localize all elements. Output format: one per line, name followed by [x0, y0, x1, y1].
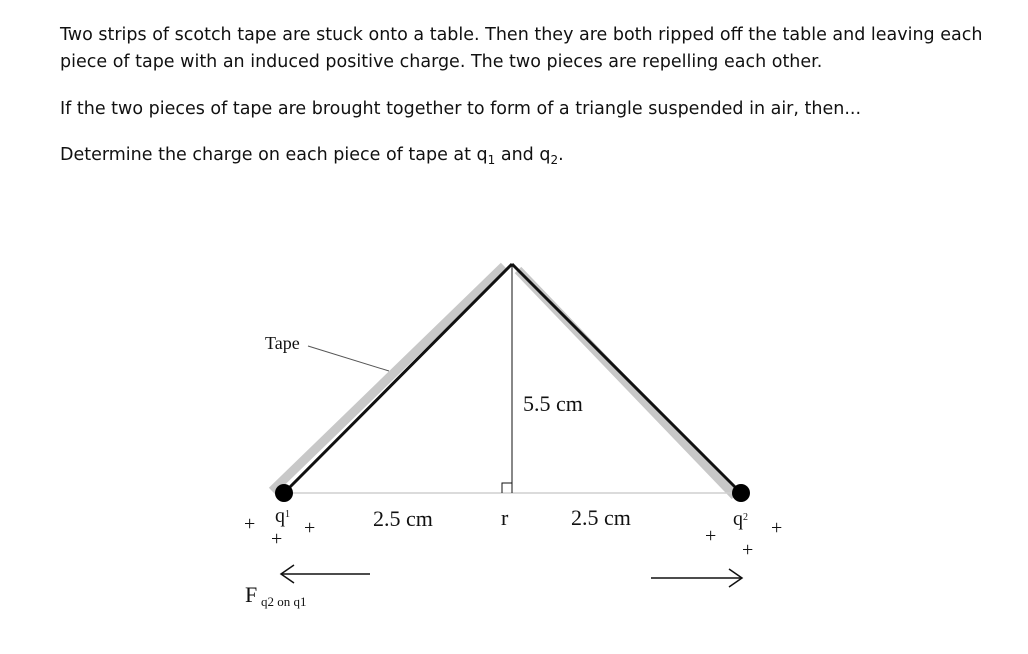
question-text-c: . [558, 145, 564, 165]
q1-plus-right: + [304, 517, 316, 539]
triangle-side-right [512, 264, 741, 493]
q1-plus-bottom: + [271, 528, 283, 550]
q1-letter: q [275, 505, 285, 527]
question-sub-2: 2 [550, 153, 559, 167]
q1-sub: 1 [285, 509, 290, 520]
q2-sub: 2 [743, 512, 748, 523]
question-sub-1: 1 [487, 153, 496, 167]
question-paragraph-2: If the two pieces of tape are brought together to form of a triangle suspended in air, then... [60, 99, 862, 119]
charge-q1-dot [275, 484, 293, 502]
right-angle-marker [502, 483, 512, 493]
q2-plus-bottom: + [742, 539, 754, 561]
triangle-side-left [284, 264, 512, 493]
left-half-label: 2.5 cm [373, 506, 433, 531]
height-label: 5.5 cm [523, 391, 583, 416]
r-label: r [501, 505, 509, 530]
charge-q2-dot [732, 484, 750, 502]
tape-strip-left [272, 266, 504, 491]
q2-plus-left: + [705, 525, 717, 547]
q2-plus-right: + [771, 517, 783, 539]
question-paragraph-1: Two strips of scotch tape are stuck onto a table. Then they are both ripped off the table and leaving each piece of tape with an induced positive charge. The two pieces are repelling each other. [60, 25, 983, 72]
tape-label: Tape [265, 333, 300, 353]
question-text-a: Determine the charge on each piece of tape at q [60, 145, 488, 165]
tape-leader-line [308, 346, 389, 371]
force-label-f: F [245, 582, 258, 607]
q1-plus-left: + [244, 513, 256, 535]
question-text-b: and q [495, 145, 551, 165]
force-label-sub: q2 on q1 [261, 594, 307, 609]
right-half-label: 2.5 cm [571, 505, 631, 530]
q2-letter: q [733, 508, 743, 530]
